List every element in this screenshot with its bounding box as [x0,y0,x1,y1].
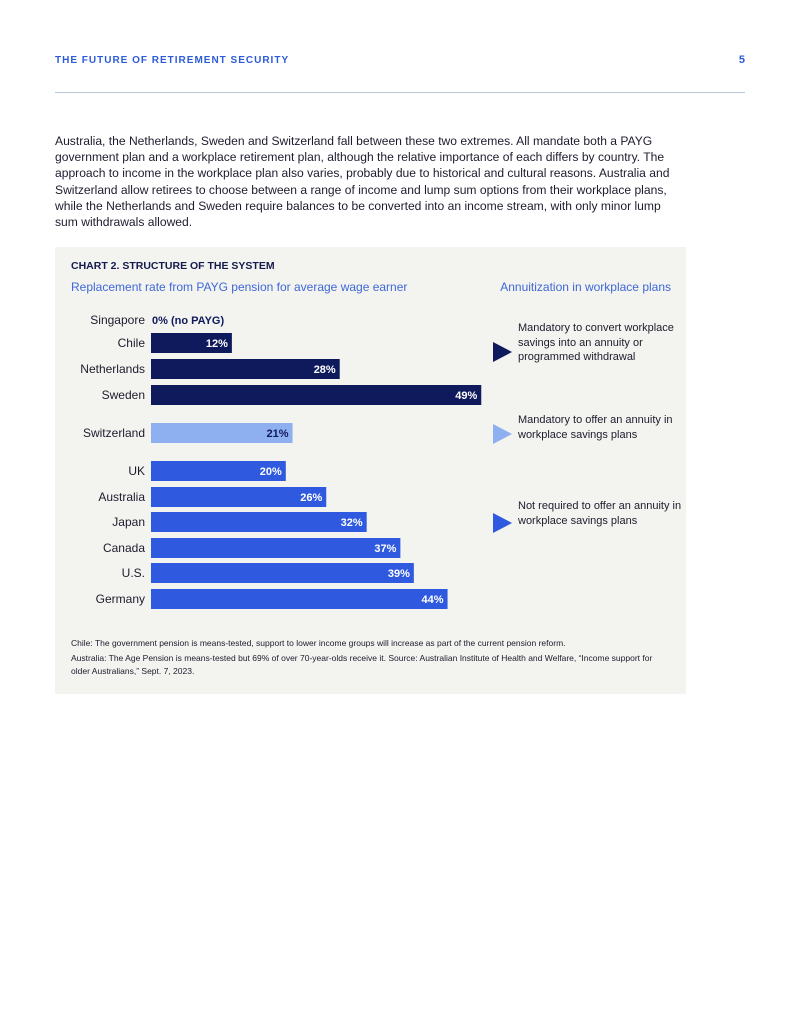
bar-value-label: 0% (no PAYG) [152,315,225,327]
category-label: Canada [102,541,145,555]
chart-panel [55,247,686,694]
bar-chart [55,247,686,694]
bar [151,538,400,558]
annuitization-heading: Annuitization in workplace plans [500,280,671,294]
bar-value-label: 20% [259,466,282,478]
footnote-australia: Australia: The Age Pension is means-tested but 69% of over 70-year-olds receive it. Source: Australian Institute of Health and Welfare, “Income support for older Australians,” Sept. 7, 2023. [71,653,653,676]
category-label: Switzerland [82,426,145,440]
legend-label: Not required to offer an annuity in workplace savings plans [518,500,682,527]
bar-value-label: 44% [421,594,444,606]
bar [151,359,340,379]
bar-value-label: 21% [266,428,289,440]
category-label: U.S. [121,566,145,580]
bar [151,385,481,405]
bar-value-label: 39% [387,568,410,580]
legend-label: Mandatory to convert workplace savings into an annuity or programmed withdrawal [518,322,674,364]
category-label: Chile [117,336,145,350]
bar-value-label: 49% [455,390,478,402]
body-paragraph: Australia, the Netherlands, Sweden and Switzerland fall between these two extremes. All mandate both a PAYG government plan and a workplace retirement plan, although the relative importance of each differs by country. The approach to income in the workplace plan also varies, probably due to historical and cultural reasons. Australia and Switzerland allow retirees to choose between a range of income and lump sum options from their workplace plans, while the Netherlands and Sweden require balances to be converted into an income stream, with only minor lump sum withdrawals allowed. [55,134,670,230]
header-title: THE FUTURE OF RETIREMENT SECURITY [55,55,290,66]
page-number: 5 [738,54,745,66]
bar-value-label: 12% [205,338,228,350]
bar [151,512,367,532]
bar-value-label: 32% [340,517,363,529]
category-label: Japan [112,515,145,529]
bar-value-label: 37% [374,543,397,555]
category-label: Australia [98,490,145,504]
category-label: Germany [95,592,145,606]
header-divider [55,92,745,93]
category-label: Netherlands [80,362,145,376]
bar-value-label: 26% [300,492,323,504]
legend-triangle-icon [493,342,512,362]
category-label: Sweden [101,388,145,402]
category-label: UK [128,464,145,478]
category-label: Singapore [90,313,145,327]
chart-subtitle: Replacement rate from PAYG pension for average wage earner [71,280,408,294]
footnote-chile: Chile: The government pension is means-tested, support to lower income groups will increase as part of the current pension reform. [71,638,566,648]
bar [151,589,448,609]
bar-value-label: 28% [313,364,336,376]
legend-triangle-icon [493,513,512,533]
bar [151,563,414,583]
chart-title: CHART 2. STRUCTURE OF THE SYSTEM [71,260,275,272]
legend-triangle-icon [493,424,512,444]
legend-label: Mandatory to offer an annuity in workplace savings plans [518,414,673,441]
